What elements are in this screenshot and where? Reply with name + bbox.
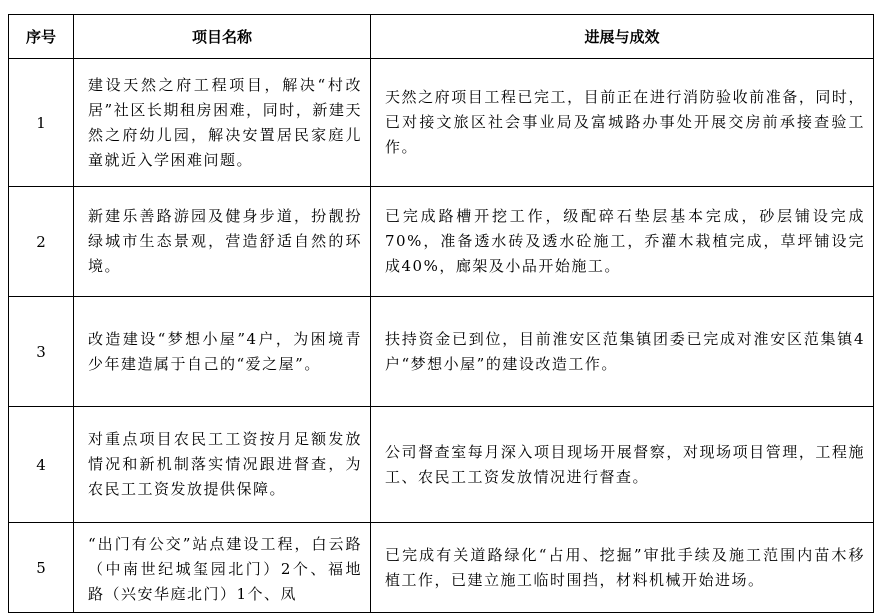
row-progress: 公司督查室每月深入项目现场开展督察，对现场项目管理，工程施工、农民工工资发放情况进行督查。 <box>371 407 874 523</box>
row-index: 2 <box>9 187 74 297</box>
row-project-name: 建设天然之府工程项目，解决“村改居”社区长期租房困难，同时，新建天然之府幼儿园，解决安置居民家庭儿童就近入学困难问题。 <box>74 59 371 187</box>
column-header-project-name: 项目名称 <box>74 15 371 59</box>
row-project-name: 对重点项目农民工工资按月足额发放情况和新机制落实情况跟进督查，为农民工工资发放提供保障。 <box>74 407 371 523</box>
project-progress-table <box>8 14 874 613</box>
table-row <box>9 523 874 613</box>
table-row <box>9 297 874 407</box>
row-project-name-cell <box>74 523 371 613</box>
row-progress: 扶持资金已到位，目前淮安区范集镇团委已完成对淮安区范集镇4户“梦想小屋”的建设改造工作。 <box>371 297 874 407</box>
table-row <box>9 187 874 297</box>
row-project-name: 改造建设“梦想小屋”4户，为困境青少年建造属于自己的“爱之屋”。 <box>74 297 371 407</box>
row-project-name: 新建乐善路游园及健身步道，扮靓扮绿城市生态景观，营造舒适自然的环境。 <box>74 187 371 297</box>
row-project-name: “出门有公交”站点建设工程，白云路（中南世纪城玺园北门）2个、福地路（兴安华庭北门）1个、凤 <box>88 534 362 603</box>
row-index: 4 <box>9 407 74 523</box>
row-index: 3 <box>9 297 74 407</box>
table-header-row <box>9 15 874 59</box>
table-row <box>9 59 874 187</box>
row-index: 1 <box>9 59 74 187</box>
column-header-progress: 进展与成效 <box>371 15 874 59</box>
column-header-index: 序号 <box>9 15 74 59</box>
table-row <box>9 407 874 523</box>
row-progress: 已完成路槽开挖工作，级配碎石垫层基本完成，砂层铺设完成70%，准备透水砖及透水砼施工，乔灌木栽植完成，草坪铺设完成40%，廊架及小品开始施工。 <box>371 187 874 297</box>
row-index: 5 <box>9 523 74 613</box>
row-progress: 天然之府项目工程已完工，目前正在进行消防验收前准备，同时，已对接文旅区社会事业局及富城路办事处开展交房前承接查验工作。 <box>371 59 874 187</box>
row-progress: 已完成有关道路绿化“占用、挖掘”审批手续及施工范围内苗木移植工作，已建立施工临时围挡，材料机械开始进场。 <box>371 523 874 613</box>
